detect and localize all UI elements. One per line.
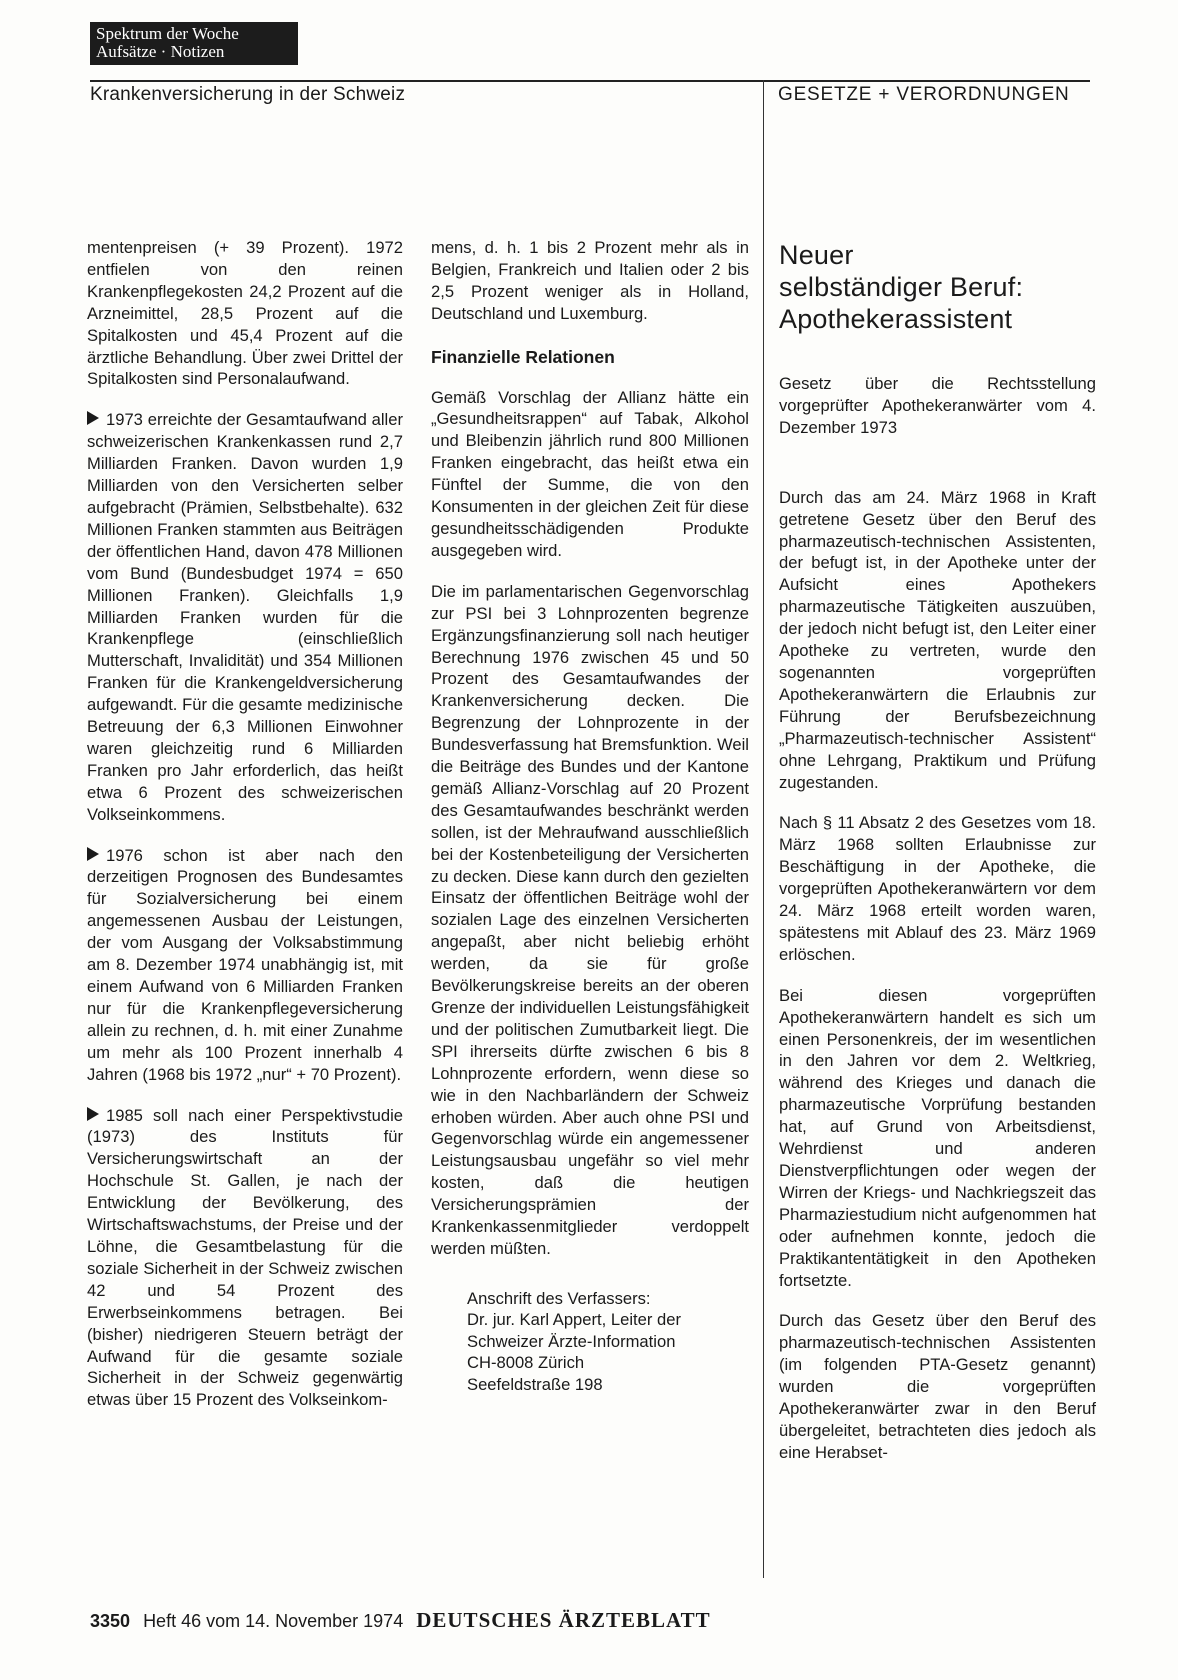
author-line: CH-8008 Zürich (467, 1353, 585, 1373)
title-line: selbständiger Beruf: (779, 272, 1024, 302)
paragraph: mentenpreisen (+ 39 Prozent). 1972 entfielen von den reinen Krankenpflegekosten 24,2 Prozent auf die Arzneimittel, 28,5 Prozent auf die Spitalkosten und 45,4 Prozent auf die ärztliche Behandlung. Über zwei Drittel der Spitalkosten sind Personalaufwand. (87, 238, 403, 389)
paragraph: Gemäß Vorschlag der Allianz hätte ein „Gesundheitsrappen“ auf Tabak, Alkohol und Bleibenzin jährlich rund 800 Millionen Franken eingebracht, das heißt etwa ein Fünftel der Summe, die von den Konsumenten in der gleichen Zeit für diese gesundheitsschädigenden Produkte ausgegeben wird. (431, 387, 749, 560)
subheading: Finanzielle Relationen (431, 346, 615, 367)
column-1 (87, 237, 403, 1430)
paragraph: Bei diesen vorgeprüften Apothekeranwärtern handelt es sich um einen Personenkreis, der im wesentlichen in den Jahren vor dem 2. Weltkrieg, während des Krieges und danach die pharmazeutische Vorprüfung bestanden hat, auf Grund von Arbeitsdienst, Wehrdienst und anderen Dienstverpflichtungen oder wegen der Wirren der Kriegs- und Nachkriegszeit das Pharmaziestudium nicht aufgenommen hat oder aufnehmen konnte, jedoch die Praktikantentätigkeit in den Apotheken fortsetzte. (779, 985, 1096, 1290)
section-badge (90, 22, 298, 65)
header-rule (90, 80, 1090, 82)
article-title (779, 239, 1096, 335)
bullet-paragraph (87, 845, 403, 1086)
triangle-bullet-icon (87, 1107, 99, 1121)
article-lede: Gesetz über die Rechtsstellung vorgeprüfter Apothekeranwärter vom 4. Dezember 1973 (779, 374, 1096, 437)
author-line: Seefeldstraße 198 (467, 1374, 603, 1394)
paragraph: Durch das am 24. März 1968 in Kraft getretene Gesetz über den Beruf des pharmazeutisch-technischen Assistenten, der befugt ist, in der Apotheke unter der Aufsicht eines Apothekers pharmazeutische Tätigkeiten auszuüben, der jedoch nicht befugt ist, den Leiter einer Apotheke zu vertreten, wurde den sogenannten vorgeprüften Apothekeranwärtern die Erlaubnis zur Führung der Berufsbezeichnung „Pharmazeutisch-technischer Assistent“ ohne Lehrgang, Praktikum und Prüfung zugestanden. (779, 487, 1096, 792)
paragraph: mens, d. h. 1 bis 2 Prozent mehr als in Belgien, Frankreich und Italien oder 2 bis 2,5 Prozent weniger als in Holland, Deutschland und Luxemburg. (431, 238, 749, 323)
author-line: Anschrift des Verfassers: (467, 1288, 651, 1308)
badge-line-1: Spektrum der Woche (96, 24, 239, 43)
column-divider (763, 80, 764, 1578)
section-title: Krankenversicherung in der Schweiz (90, 84, 406, 105)
paragraph-text: 1976 schon ist aber nach den derzeitigen Prognosen des Bundesamtes für Sozialversicherung bei einem angemessenen Ausbau der Leistungen, der vom Ausgang der Volksabstimmung am 8. Dezember 1974 unabhängig ist, mit einem Aufwand von 6 Milliarden Franken nur für die Krankenpflegeversicherung allein zu rechnen, d. h. mit einer Zunahme um mehr als 100 Prozent innerhalb 4 Jahren (1968 bis 1972 „nur“ + 70 Prozent). (87, 845, 403, 1084)
paragraph-text: 1985 soll nach einer Perspektivstudie (1973) des Instituts für Versicherungswirtschaft an der Hochschule St. Gallen, je nach der Entwicklung der Bevölkerung, des Wirtschaftswachstums, der Preise und der Löhne, die Gesamtbelastung für die soziale Sicherheit in der Schweiz zwischen 42 und 54 Prozent des Erwerbseinkommens betragen. Bei (bisher) niedrigeren Steuern beträgt der Aufwand für die gesamte soziale Sicherheit in der Schweiz gegenwärtig etwas über 15 Prozent des Volkseinkom- (87, 1105, 403, 1410)
bullet-paragraph (87, 409, 403, 825)
bullet-paragraph (87, 1105, 403, 1412)
paragraph: Die im parlamentarischen Gegenvorschlag zur PSI bei 3 Lohnprozenten begrenze Ergänzungsfinanzierung soll nach heutiger Berechnung 1976 zwischen 45 und 50 Prozent des Gesamtaufwandes der Krankenversicherung decken. Die Begrenzung der Lohnprozente in der Bundesverfassung hat Bremsfunktion. Weil die Beiträge des Bundes und der Kantone gemäß Allianz-Vorschlag auf 20 Prozent des Gesamtaufwandes beschränkt werden sollen, ist der Mehraufwand ausschließlich bei der Kostenbeteiligung der Versicherten zu decken. Diese kann durch den gezielten Einsatz der öffentlichen Beiträge wohl der sozialen Lage des einzelnen Versicherten angepaßt, aber nicht beliebig erhöht werden, da sie für große Bevölkerungskreise bereits an der oberen Grenze der individuellen Leistungsfähigkeit und der politischen Zumutbarkeit liegt. Die SPI ihrerseits dürfte zwischen 6 bis 8 Lohnprozente erfordern, wenn diese so wie in den Nachbarländern der Schweiz erhoben würden. Aber auch ohne PSI und Gegenvorschlag würde ein angemessener Leistungsausbau ungefähr so viel mehr kosten, daß die heutigen Versicherungsprämien der Krankenkassenmitglieder verdoppelt werden müßten. (431, 581, 749, 1258)
title-line: Neuer (779, 240, 854, 270)
magazine-name: DEUTSCHES ÄRZTEBLATT (416, 1608, 711, 1632)
paragraph: Nach § 11 Absatz 2 des Gesetzes vom 18. März 1968 sollten Erlaubnisse zur Beschäftigung in der Apotheke, die vorgeprüften Apothekeranwärtern vor dem 24. März 1968 erteilt worden waren, spätestens mit Ablauf des 23. März 1969 erlöschen. (779, 813, 1096, 964)
page-footer (90, 1608, 711, 1633)
column-2 (431, 237, 749, 1395)
paragraph: Durch das Gesetz über den Beruf des pharmazeutisch-technischen Assistenten (im folgenden PTA-Gesetz genannt) wurden die vorgeprüften Apothekeranwärter zwar in den Beruf übergeleitet, betrachteten dies jedoch als eine Herabset- (779, 1311, 1096, 1462)
issue-info: Heft 46 vom 14. November 1974 (143, 1611, 404, 1631)
triangle-bullet-icon (87, 411, 99, 425)
page-number: 3350 (90, 1611, 131, 1631)
author-line: Dr. jur. Karl Appert, Leiter der (467, 1310, 681, 1330)
author-address (467, 1288, 749, 1396)
author-line: Schweizer Ärzte-Information (467, 1331, 676, 1351)
badge-line-2: Aufsätze · Notizen (96, 42, 225, 61)
triangle-bullet-icon (87, 847, 99, 861)
column-3 (779, 237, 1096, 1483)
paragraph-text: 1973 erreichte der Gesamtaufwand aller schweizerischen Krankenkassen rund 2,7 Milliarden Franken. Davon wurden 1,9 Milliarden von den Versicherten selber aufgebracht (Prämien, Selbstbehalte). 632 Millionen Franken stammten aus Beiträgen der öffentlichen Hand, davon 478 Millionen vom Bund (Bundesbudget 1974 = 650 Millionen Franken). Gleichfalls 1,9 Milliarden Franken wurden für die Krankenpflege (einschließlich Mutterschaft, Invalidität) und 354 Millionen Franken für die Krankengeldversicherung aufgewandt. Für die gesamte medizinische Betreuung der 6,3 Millionen Einwohner waren gleichzeitig rund 6 Milliarden Franken pro Jahr erforderlich, das heißt etwa 6 Prozent des schweizerischen Volkseinkommens. (87, 410, 403, 824)
title-line: Apothekerassistent (779, 304, 1013, 334)
category-title: GESETZE + VERORDNUNGEN (778, 84, 1070, 105)
